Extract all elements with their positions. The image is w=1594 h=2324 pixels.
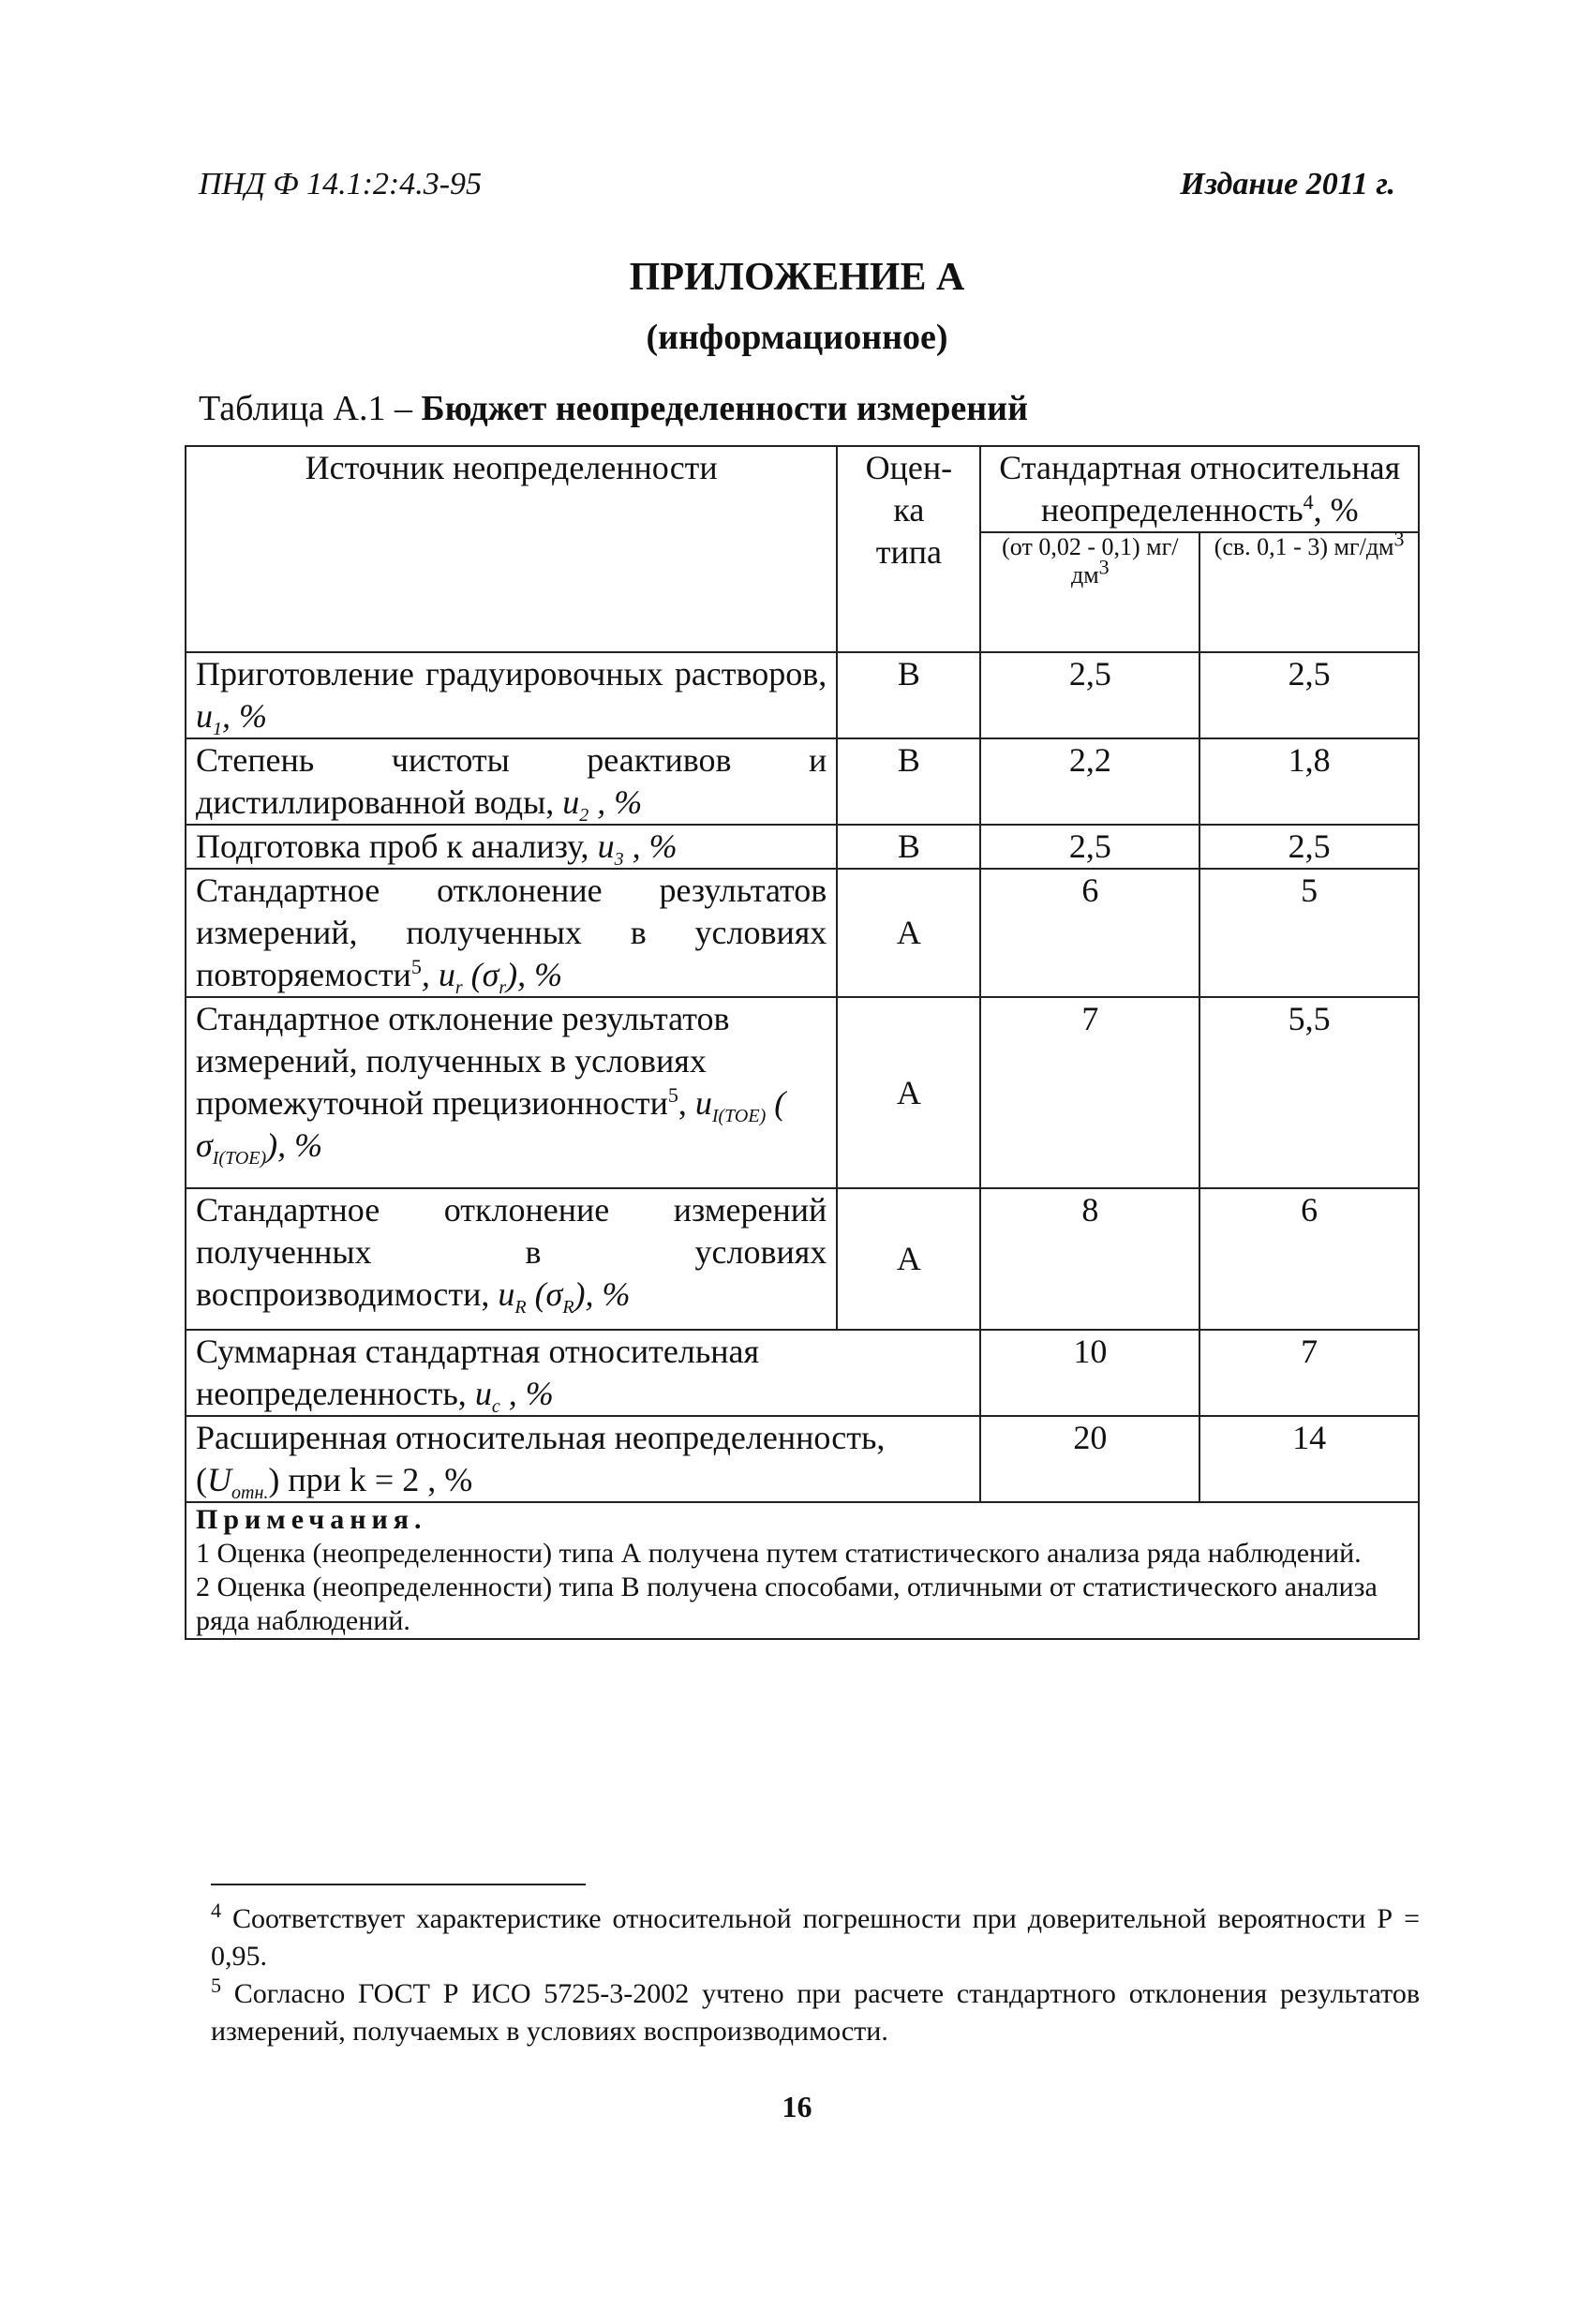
row-source: Стандартное отклонение результатов измерений, полученных в условиях повторяемости$^5$, $u_r$ $(\sigma_r)$, %	[186, 869, 837, 997]
row-value-range-2: 5	[1199, 869, 1419, 997]
table-caption-prefix: Таблица А.1 –	[199, 389, 422, 428]
summary-value-range-1: 10	[980, 1330, 1199, 1416]
header-source: Источник неопределенности	[186, 446, 837, 652]
row-value-range-2: 2,5	[1199, 652, 1419, 738]
row-value-range-2: 1,8	[1199, 738, 1419, 825]
table-row	[186, 652, 1419, 738]
summary-value-range-2: 14	[1199, 1416, 1419, 1502]
notes-row	[186, 1502, 1419, 1639]
header-standard-uncertainty: Стандартная относительная неопределенность$^4$, %	[980, 446, 1419, 532]
row-source: Степень чистоты реактивов и дистиллированной воды, $u_2$ , %	[186, 738, 837, 825]
header-type: Оцен-ка типа	[837, 446, 980, 652]
row-value-range-1: 2,2	[980, 738, 1199, 825]
row-value-range-2: 6	[1199, 1188, 1419, 1330]
row-source: Приготовление градуировочных растворов, $u_1$, %	[186, 652, 837, 738]
row-source: Стандартное отклонение измерений полученных в условиях воспроизводимости, $u_R$ $(\sigma_R)$, %	[186, 1188, 837, 1330]
row-type: В	[837, 738, 980, 825]
summary-value-range-2: 7	[1199, 1330, 1419, 1416]
row-type: А	[837, 1188, 980, 1330]
header-range-2: (св. 0,1 - 3) $мг/дм^3$	[1199, 532, 1419, 652]
row-source: Подготовка проб к анализу, $u_3$ , %	[186, 825, 837, 869]
table-caption	[199, 388, 1028, 429]
row-value-range-1: 6	[980, 869, 1199, 997]
footnote-item: $^5$ Согласно ГОСТ Р ИСО 5725-3-2002 учтено при расчете стандартного отклонения результатов измерений, получаемых в условиях воспроизводимости.	[211, 1974, 1420, 2047]
row-type: А	[837, 997, 980, 1188]
note-item: 2 Оценка (неопределенности) типа В получена способами, отличными от статистического анализа ряда наблюдений.	[196, 1572, 1378, 1636]
row-value-range-1: 8	[980, 1188, 1199, 1330]
row-type: В	[837, 652, 980, 738]
row-type: А	[837, 869, 980, 997]
header-range-1: (от 0,02 - 0,1) $мг/дм^3$	[980, 532, 1199, 652]
appendix-subtitle: (информационное)	[646, 318, 948, 357]
uncertainty-budget-table	[185, 445, 1420, 1640]
table-row	[186, 738, 1419, 825]
row-type: В	[837, 825, 980, 869]
table-caption-title: Бюджет неопределенности измерений	[421, 389, 1028, 428]
summary-row	[186, 1416, 1419, 1502]
summary-row	[186, 1330, 1419, 1416]
row-value-range-2: 5,5	[1199, 997, 1419, 1188]
summary-source: Расширенная относительная неопределенность, $(U_{отн.})$ при k = 2 , %	[186, 1416, 980, 1502]
footnote-item: $^4$ Соответствует характеристике относительной погрешности при доверительной вероятности Р = 0,95.	[211, 1899, 1420, 1972]
notes-heading: Примечания.	[196, 1504, 427, 1535]
table-row	[186, 1188, 1419, 1330]
table-header-row	[186, 446, 1419, 532]
summary-source: Суммарная стандартная относительная неопределенность, $u_c$ , %	[186, 1330, 980, 1416]
table-row	[186, 997, 1419, 1188]
table-row	[186, 869, 1419, 997]
row-value-range-1: 2,5	[980, 652, 1199, 738]
page-number: 16	[782, 2090, 812, 2123]
table-notes	[186, 1502, 1419, 1639]
edition-label: Издание 2011 г.	[1180, 167, 1395, 201]
note-item: 1 Оценка (неопределенности) типа А получена путем статистического анализа ряда наблюдений.	[196, 1538, 1362, 1569]
row-source: Стандартное отклонение результатов измерений, полученных в условиях промежуточной прецизионности$^5$, $u_{I(TOE)}$ ( $\sigma_{I(TOE)}$), %	[186, 997, 837, 1188]
row-value-range-1: 7	[980, 997, 1199, 1188]
appendix-title: ПРИЛОЖЕНИЕ А	[629, 256, 965, 299]
document-code: ПНД Ф 14.1:2:4.3-95	[199, 167, 483, 201]
table-row	[186, 825, 1419, 869]
footnotes	[211, 1900, 1420, 2050]
row-value-range-2: 2,5	[1199, 825, 1419, 869]
row-value-range-1: 2,5	[980, 825, 1199, 869]
summary-value-range-1: 20	[980, 1416, 1199, 1502]
footnote-divider	[211, 1884, 586, 1885]
